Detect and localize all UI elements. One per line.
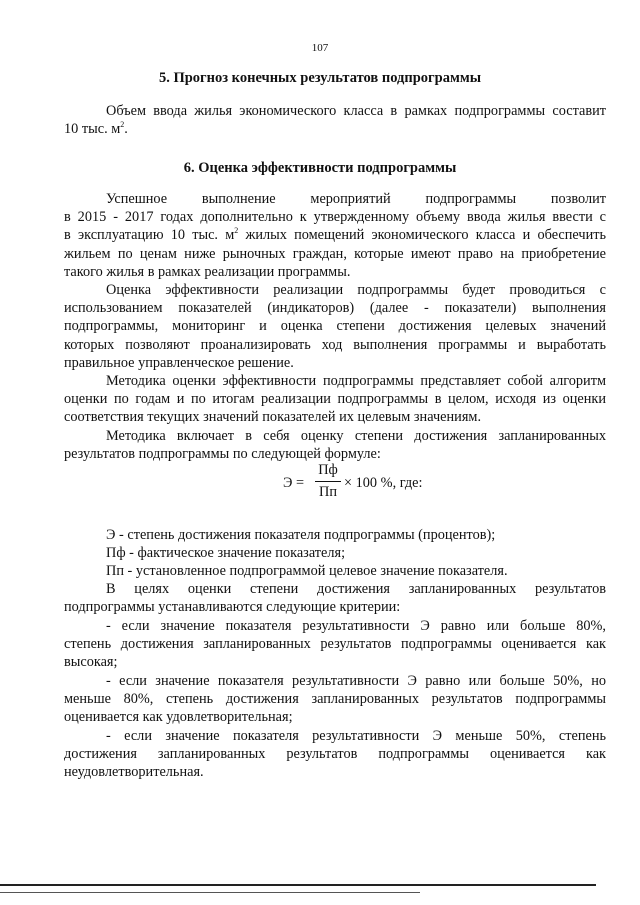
footer-rule-secondary — [0, 892, 420, 893]
text-line: достижения запланированных результатов подпрограммы оценивается как — [64, 746, 606, 763]
text-line: использованием показателей (индикаторов) (далее - показатели) выполнения — [64, 300, 606, 317]
text-line: - если значение показателя результативности Э равно или больше 80%, — [106, 618, 606, 634]
text-line: - если значение показателя результативности Э равно или больше 50%, но — [106, 673, 606, 689]
text-line: которых позволяют проанализировать ход выполнения программы и выработать — [64, 336, 606, 353]
section-5-paragraph — [64, 102, 606, 138]
efficiency-formula — [0, 460, 640, 510]
formula-fraction — [315, 462, 341, 501]
text-line: в эксплуатацию 10 тыс. $м^2$ жилых помещений экономического класса и обеспечить — [64, 226, 606, 244]
section-5-heading: 5. Прогноз конечных результатов подпрограммы — [158, 70, 482, 86]
definition-item: Пф - фактическое значение показателя; — [106, 545, 346, 562]
formula-rhs: × 100 %, где: — [344, 475, 423, 491]
paragraph-methodology — [64, 372, 606, 427]
text-line: - если значение показателя результативности Э меньше 50%, степень — [106, 728, 606, 744]
text-line: высокая; — [64, 654, 118, 671]
fraction-bar — [315, 481, 341, 482]
definition-item: Пп - установленное подпрограммой целевое значение показателя. — [106, 563, 508, 580]
text-line: меньше 80%, степень достижения запланированных результатов подпрограммы — [64, 691, 606, 708]
criterion-unsatisfactory — [64, 727, 606, 782]
text-line: В целях оценки степени достижения запланированных результатов — [106, 581, 606, 597]
text-line: степень достижения запланированных результатов подпрограммы оценивается как — [64, 636, 606, 653]
text-line: такого жилья в рамках реализации программы. — [64, 263, 351, 280]
text-line: Методика включает в себя оценку степени достижения запланированных — [106, 428, 606, 444]
criterion-satisfactory — [64, 672, 606, 727]
text-line: Объем ввода жилья экономического класса в рамках подпрограммы составит — [106, 103, 606, 119]
text-line: жильем по ценам ниже рыночных граждан, которые имеют право на приобретение — [64, 245, 606, 262]
text-line: Успешное выполнение мероприятий подпрограммы позволит — [106, 191, 606, 207]
text-line: неудовлетворительная. — [64, 764, 204, 781]
criterion-high — [64, 617, 606, 672]
definition-item: Э - степень достижения показателя подпрограммы (процентов); — [106, 527, 496, 543]
formula-numerator: Пф — [318, 462, 338, 478]
criteria-intro — [64, 580, 606, 616]
text-line: результатов подпрограммы по следующей формуле: — [64, 446, 381, 463]
text-line: подпрограммы, мониторинг и оценка степени достижения целевых значений — [64, 318, 606, 335]
text-line: оценки по годам и по итогам реализации подпрограммы в целом, исходя из оценки — [64, 391, 606, 408]
text-line: 10 тыс. $м^2$. — [64, 120, 128, 138]
text-line: подпрограммы устанавливаются следующие критерии: — [64, 599, 401, 616]
formula-lhs: Э = — [283, 475, 305, 491]
definitions-list — [64, 526, 606, 581]
footer-rule — [0, 884, 596, 886]
text-line: соответствия текущих значений показателей их целевым значениям. — [64, 409, 482, 426]
paragraph-results — [64, 190, 606, 281]
page-number: 107 — [311, 42, 329, 54]
formula-denominator: Пп — [319, 484, 337, 500]
section-6-heading: 6. Оценка эффективности подпрограммы — [183, 160, 457, 176]
paragraph-formula-intro — [64, 427, 606, 463]
text-line: оценивается как удовлетворительная; — [64, 709, 293, 726]
text-line: в 2015 - 2017 годах дополнительно к утвержденному объему ввода жилья ввести с — [64, 209, 606, 226]
paragraph-evaluation — [64, 281, 606, 372]
text-line: Методика оценки эффективности подпрограммы представляет собой алгоритм — [106, 373, 606, 389]
text-line: правильное управленческое решение. — [64, 354, 294, 371]
text-line: Оценка эффективности реализации подпрограммы будет проводиться с — [106, 282, 606, 298]
